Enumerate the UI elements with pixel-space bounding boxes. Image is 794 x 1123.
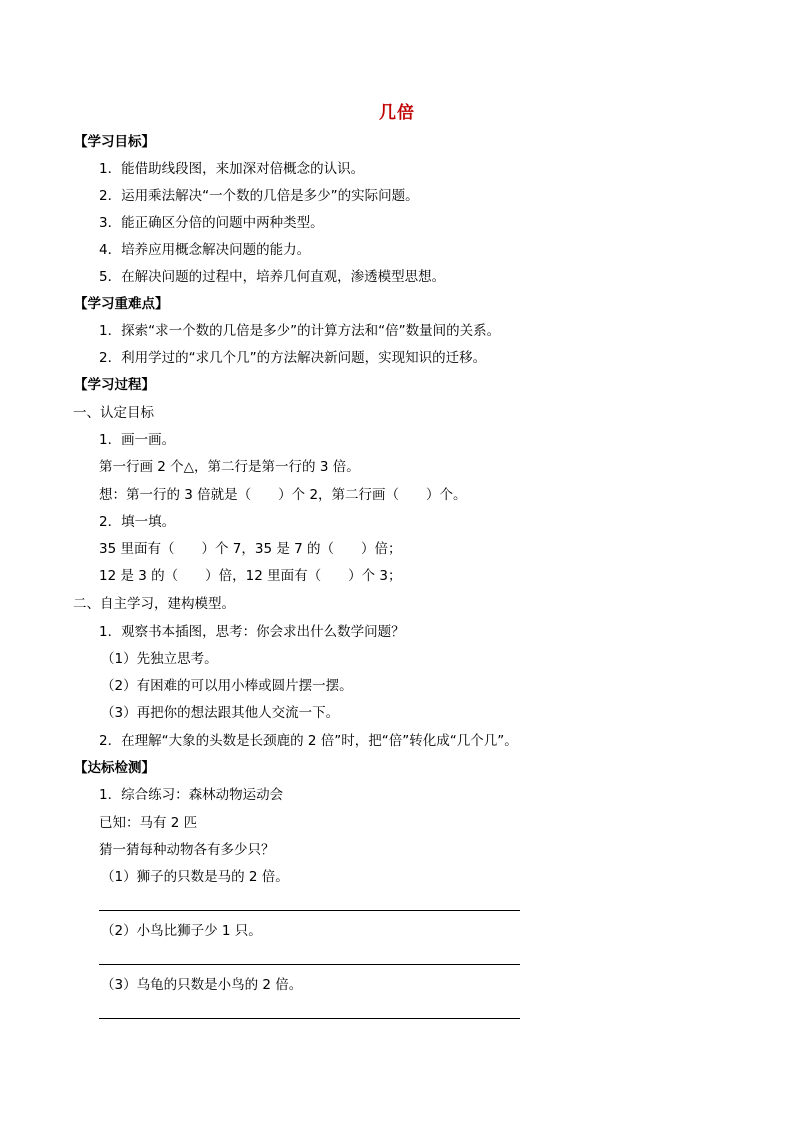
- task-title: 1．画一画。: [99, 432, 176, 448]
- goal-item: 5．在解决问题的过程中，培养几何直观，渗透模型思想。: [99, 269, 446, 285]
- answer-line: [99, 1018, 520, 1019]
- task-text: 已知：马有 2 匹: [99, 815, 198, 831]
- section-heading-goals: 【学习目标】: [74, 134, 155, 150]
- sub-question: （3）乌龟的只数是小鸟的 2 倍。: [101, 977, 303, 993]
- task-text: 第一行画 2 个△，第二行是第一行的 3 倍。: [99, 459, 360, 475]
- page-title: 几倍: [379, 103, 415, 123]
- step-item: （1）先独立思考。: [101, 651, 218, 667]
- step-item: （3）再把你的想法跟其他人交流一下。: [101, 705, 340, 721]
- key-point-item: 2．利用学过的“求几个几”的方法解决新问题，实现知识的迁移。: [99, 350, 487, 366]
- fill-in-blank: 35 里面有（ ）个 7，35 是 7 的（ ）倍；: [99, 541, 402, 557]
- section-heading-process: 【学习过程】: [74, 377, 155, 393]
- part-title: 一、认定目标: [73, 405, 154, 421]
- key-point-item: 1．探索“求一个数的几倍是多少”的计算方法和“倍”数量间的关系。: [99, 323, 501, 339]
- fill-in-blank: 12 是 3 的（ ）倍，12 里面有（ ）个 3；: [99, 568, 402, 584]
- task-title: 1．综合练习：森林动物运动会: [99, 787, 284, 803]
- task-title: 2．在理解“大象的头数是长颈鹿的 2 倍”时，把“倍”转化成“几个几”。: [99, 733, 518, 749]
- answer-line: [99, 964, 520, 965]
- task-title: 2．填一填。: [99, 514, 176, 530]
- goal-item: 3．能正确区分倍的问题中两种类型。: [99, 215, 324, 231]
- goal-item: 2．运用乘法解决“一个数的几倍是多少”的实际问题。: [99, 188, 419, 204]
- goal-item: 1．能借助线段图，来加深对倍概念的认识。: [99, 161, 365, 177]
- sub-question: （2）小鸟比狮子少 1 只。: [101, 923, 262, 939]
- fill-in-blank: 想：第一行的 3 倍就是（ ）个 2，第二行画（ ）个。: [99, 487, 467, 503]
- sub-question: （1）狮子的只数是马的 2 倍。: [101, 869, 289, 885]
- task-title: 1．观察书本插图，思考：你会求出什么数学问题？: [99, 624, 405, 640]
- answer-line: [99, 910, 520, 911]
- task-text: 猜一猜每种动物各有多少只？: [99, 842, 275, 858]
- part-title: 二、自主学习，建构模型。: [73, 596, 235, 612]
- section-heading-check: 【达标检测】: [74, 760, 155, 776]
- step-item: （2）有困难的可以用小棒或圆片摆一摆。: [101, 678, 353, 694]
- section-heading-key-points: 【学习重难点】: [74, 296, 169, 312]
- goal-item: 4．培养应用概念解决问题的能力。: [99, 242, 311, 258]
